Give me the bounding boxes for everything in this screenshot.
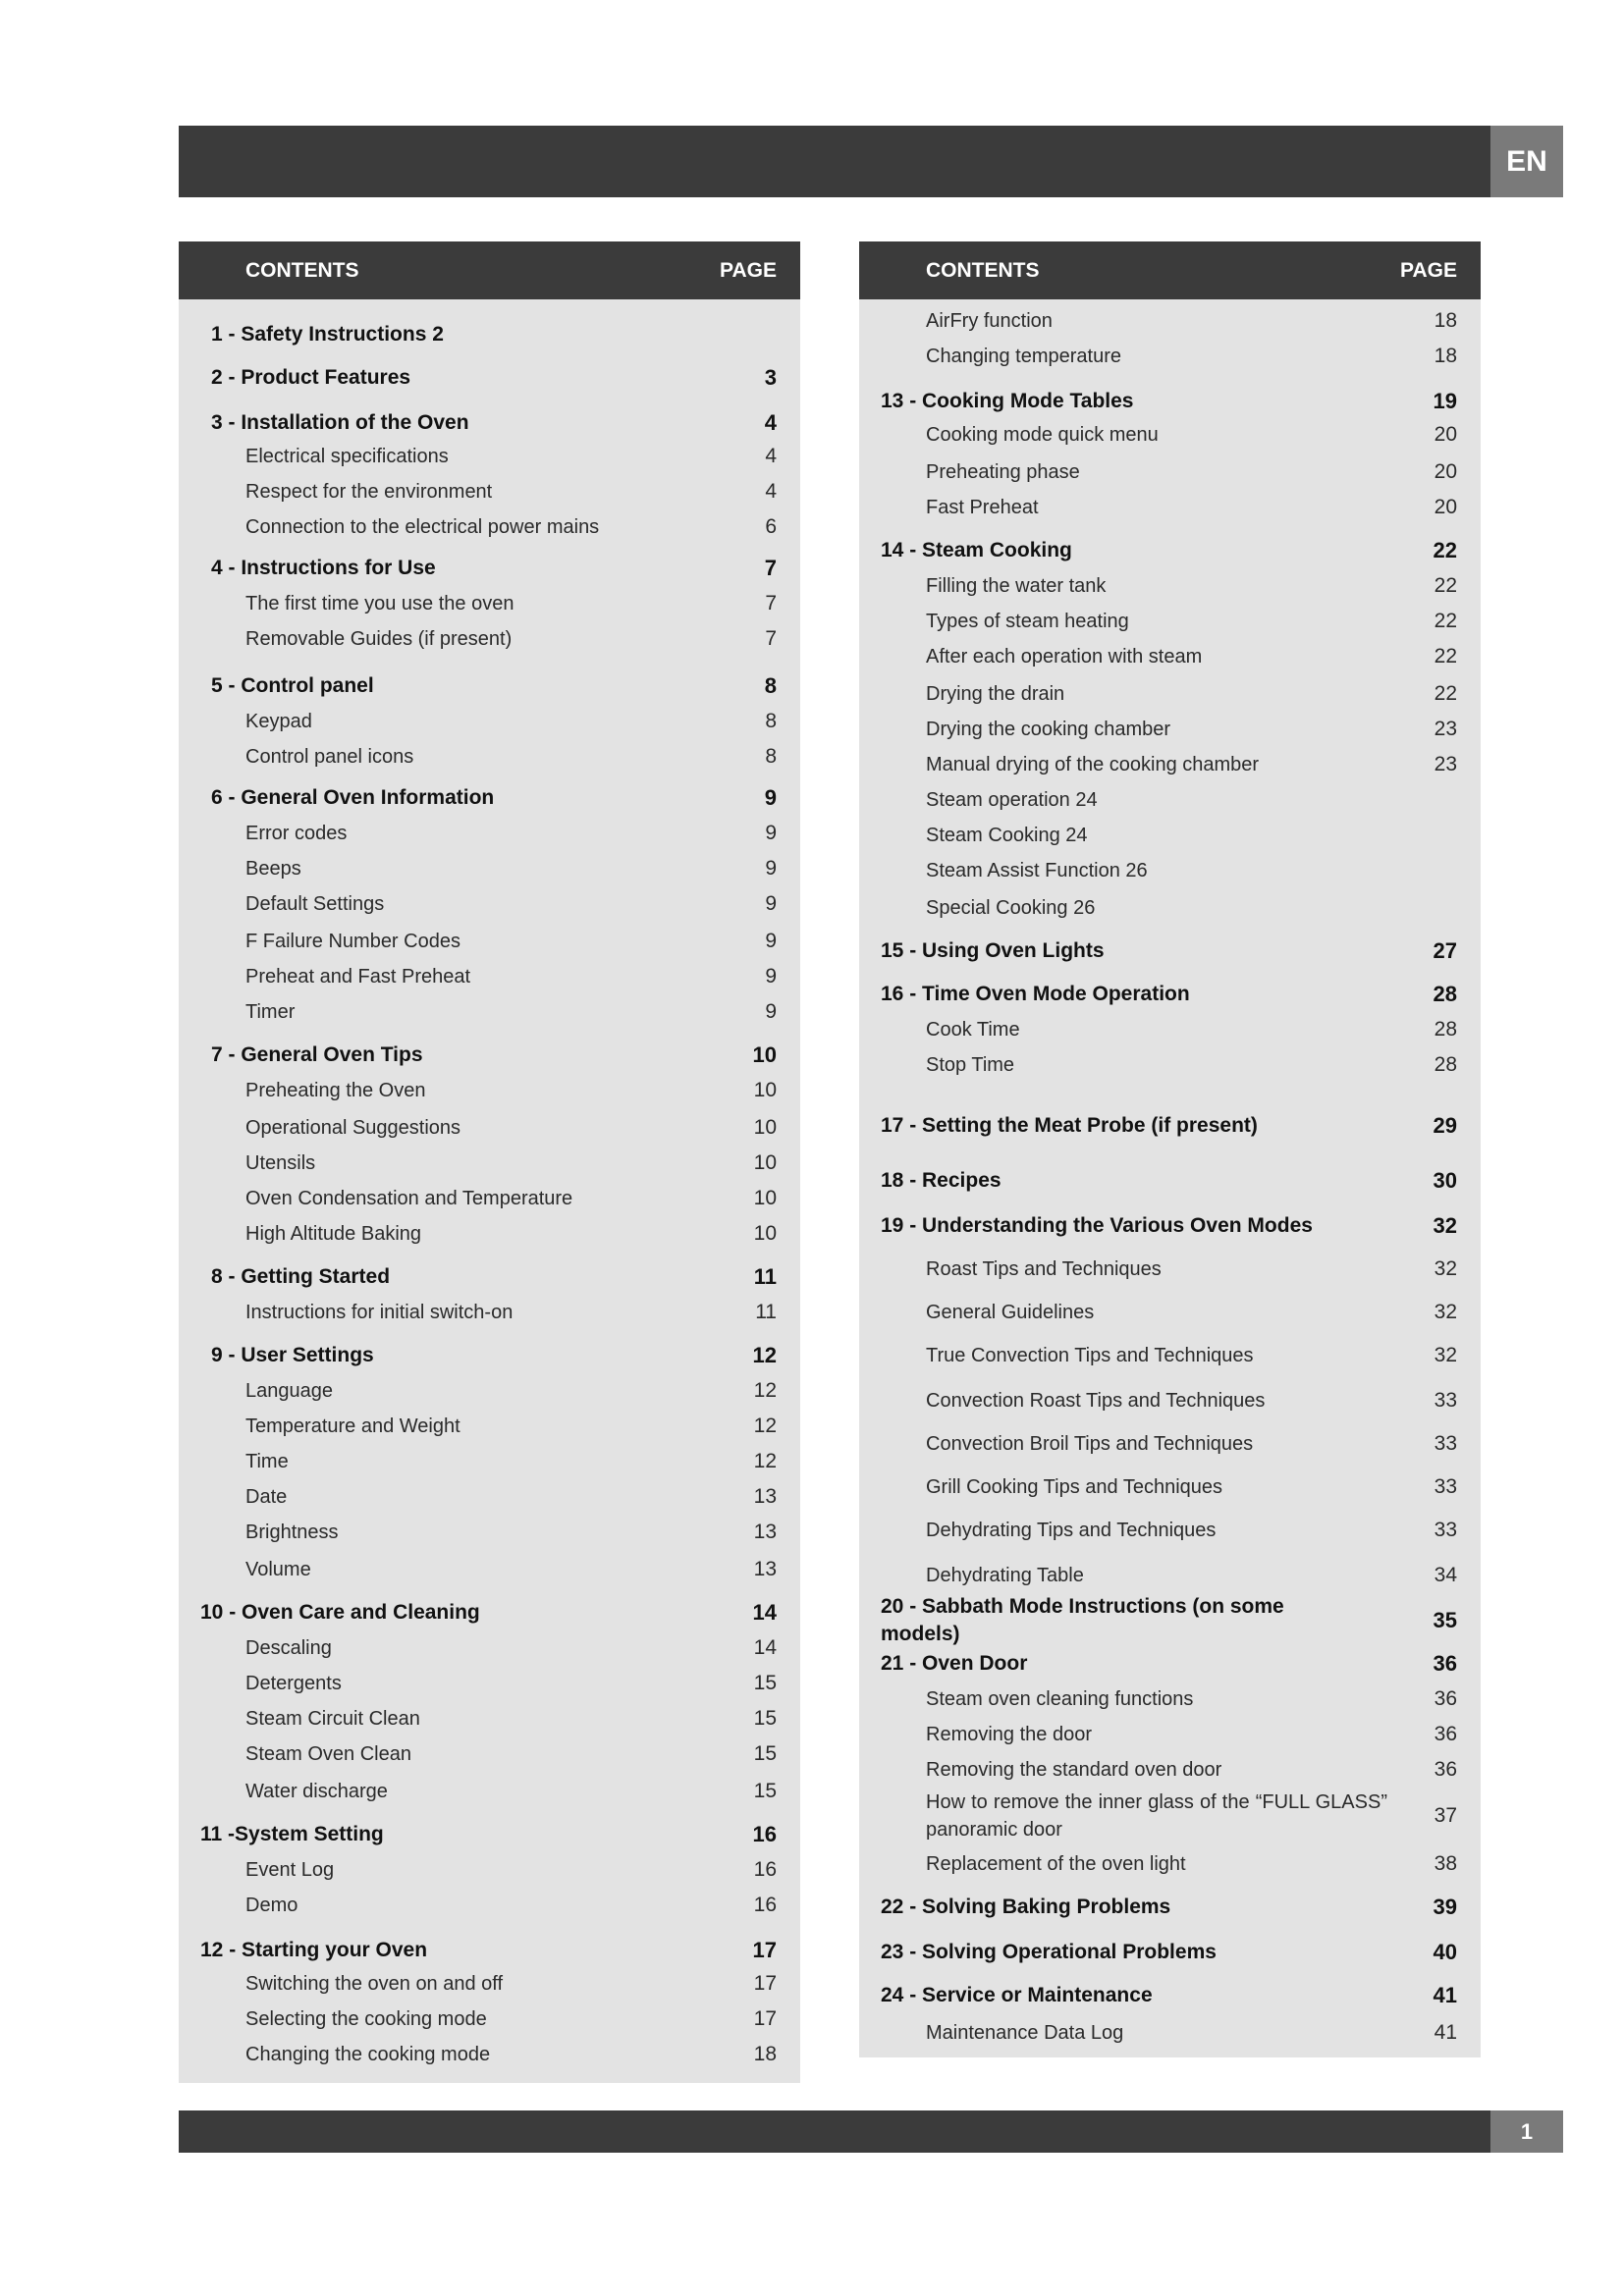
toc-section — [179, 358, 800, 398]
toc-entry-page: 12 — [753, 1379, 777, 1402]
toc-entry-title: 21 - Oven Door — [881, 1652, 1028, 1675]
toc-section — [859, 932, 1481, 971]
toc-entry-page: 12 — [753, 1450, 777, 1472]
toc-entry-title: How to remove the inner glass of the “FULL GLASS” panoramic door — [926, 1791, 1387, 1841]
toc-entry-page: 36 — [1433, 1651, 1457, 1676]
toc-entry-page: 9 — [764, 785, 777, 810]
toc-entry-title: Switching the oven on and off — [245, 1973, 504, 1995]
toc-entry-page: 36 — [1434, 1723, 1457, 1745]
language-badge: EN — [1490, 126, 1563, 197]
toc-entry-page: 13 — [753, 1521, 777, 1543]
contents-header-right — [859, 241, 1481, 299]
toc-entry-title: Time — [245, 1451, 289, 1472]
toc-subsection — [179, 1477, 800, 1517]
toc-subsection — [179, 1108, 800, 1148]
toc-entry-title: Preheating the Oven — [245, 1080, 426, 1101]
toc-entry-title: Maintenance Data Log — [926, 2022, 1124, 2044]
toc-entry-page: 17 — [752, 1938, 777, 1962]
toc-subsection — [179, 1886, 800, 1925]
toc-entry-page: 22 — [1433, 538, 1457, 562]
toc-entry-page: 34 — [1434, 1564, 1457, 1586]
toc-entry-page: 8 — [765, 745, 777, 768]
toc-entry-page: 9 — [765, 857, 777, 880]
contents-title: CONTENTS — [926, 259, 1040, 282]
toc-subsection — [179, 814, 800, 853]
toc-entry-page: 10 — [753, 1079, 777, 1101]
toc-subsection — [179, 1293, 800, 1332]
toc-entry-page: 11 — [755, 1301, 777, 1323]
toc-entry-title: After each operation with steam — [926, 646, 1203, 667]
toc-subsection — [859, 1010, 1481, 1049]
toc-entry-page: 9 — [765, 965, 777, 988]
toc-subsection — [859, 1250, 1481, 1289]
toc-entry-title: Stop Time — [926, 1054, 1015, 1076]
toc-entry-title: 1 - Safety Instructions 2 — [211, 323, 444, 346]
toc-section — [859, 975, 1481, 1014]
toc-entry-page: 20 — [1434, 423, 1457, 446]
toc-entry-page: 41 — [1433, 1983, 1457, 2007]
toc-entry-title: Convection Broil Tips and Techniques — [926, 1433, 1254, 1455]
toc-entry-title: Dehydrating Tips and Techniques — [926, 1520, 1217, 1541]
toc-subsection — [179, 1964, 800, 2003]
toc-entry-title: Steam Cooking 24 — [926, 825, 1088, 846]
toc-section — [859, 1206, 1481, 1246]
toc-entry-page: 38 — [1434, 1852, 1457, 1875]
toc-section — [859, 1644, 1481, 1683]
toc-entry-title: Temperature and Weight — [245, 1415, 460, 1437]
toc-subsection — [859, 674, 1481, 714]
toc-entry-title: 2 - Product Features — [211, 366, 411, 389]
toc-entry-title: Selecting the cooking mode — [245, 2008, 487, 2030]
toc-subsection — [859, 1045, 1481, 1085]
toc-entry-title: 6 - General Oven Information — [211, 786, 495, 809]
toc-entry-page: 28 — [1433, 982, 1457, 1006]
toc-entry-page: 33 — [1434, 1519, 1457, 1541]
toc-section — [859, 531, 1481, 570]
toc-subsection — [179, 507, 800, 547]
toc-entry-title: 18 - Recipes — [881, 1169, 1001, 1192]
toc-entry-title: Keypad — [245, 711, 312, 732]
toc-entry-title: Manual drying of the cooking chamber — [926, 754, 1260, 775]
toc-section — [179, 778, 800, 818]
toc-entry-page: 4 — [765, 480, 777, 503]
toc-subsection — [179, 957, 800, 996]
toc-subsection — [859, 1556, 1481, 1595]
toc-entry-page: 22 — [1434, 610, 1457, 632]
toc-entry-title: AirFry function — [926, 310, 1053, 332]
toc-entry-title: Operational Suggestions — [245, 1117, 461, 1139]
toc-subsection — [179, 1179, 800, 1218]
toc-entry-title: True Convection Tips and Techniques — [926, 1345, 1254, 1366]
toc-entry-title: Convection Roast Tips and Techniques — [926, 1390, 1266, 1412]
toc-section — [179, 667, 800, 706]
toc-entry-title: Removing the door — [926, 1724, 1092, 1745]
toc-entry-title: 10 - Oven Care and Cleaning — [200, 1601, 480, 1624]
toc-entry-page: 8 — [764, 673, 777, 698]
toc-subsection — [179, 702, 800, 741]
contents-panel-right — [859, 241, 1481, 2057]
toc-entry-title: Default Settings — [245, 893, 385, 915]
toc-entry-title: 4 - Instructions for Use — [211, 557, 436, 579]
toc-entry-title: Timer — [245, 1001, 296, 1023]
toc-entry-title: General Guidelines — [926, 1302, 1095, 1323]
toc-entry-page: 18 — [1434, 345, 1457, 367]
toc-entry-title: Steam Oven Clean — [245, 1743, 411, 1765]
toc-entry-title: Oven Condensation and Temperature — [245, 1188, 573, 1209]
toc-entry-page: 9 — [765, 822, 777, 844]
toc-entry-page: 4 — [765, 445, 777, 467]
toc-entry-page: 22 — [1434, 574, 1457, 597]
toc-section — [179, 1593, 800, 1632]
toc-entry-title: 22 - Solving Baking Problems — [881, 1896, 1171, 1918]
toc-subsection — [859, 1680, 1481, 1719]
toc-entry-title: Volume — [245, 1559, 311, 1580]
toc-subsection — [179, 1071, 800, 1110]
toc-entry-title: 3 - Installation of the Oven — [211, 411, 469, 434]
toc-entry-page: 12 — [752, 1343, 777, 1367]
toc-subsection — [859, 566, 1481, 606]
toc-entry-page: 36 — [1434, 1758, 1457, 1781]
toc-entry-page: 15 — [753, 1707, 777, 1730]
toc-entry-title: 19 - Understanding the Various Oven Modes — [881, 1214, 1313, 1237]
toc-entry-title: 17 - Setting the Meat Probe (if present) — [881, 1114, 1258, 1137]
toc-entry-page: 37 — [1434, 1804, 1457, 1827]
toc-entry-title: Control panel icons — [245, 746, 414, 768]
toc-entry-title: Drying the cooking chamber — [926, 719, 1171, 740]
toc-entry-page: 14 — [753, 1636, 777, 1659]
toc-subsection — [859, 337, 1481, 376]
toc-subsection — [859, 602, 1481, 641]
toc-entry-page: 10 — [753, 1151, 777, 1174]
toc-entry-title: Electrical specifications — [245, 446, 449, 467]
toc-entry-title: Beeps — [245, 858, 301, 880]
toc-subsection — [859, 745, 1481, 784]
toc-subsection — [859, 637, 1481, 676]
toc-entry-page: 22 — [1434, 682, 1457, 705]
toc-entry-page: 33 — [1434, 1475, 1457, 1498]
toc-entry-page: 10 — [753, 1116, 777, 1139]
toc-subsection — [859, 301, 1481, 341]
toc-entry-title: High Altitude Baking — [245, 1223, 422, 1245]
toc-entry-page: 36 — [1434, 1687, 1457, 1710]
toc-entry-title: 13 - Cooking Mode Tables — [881, 390, 1134, 412]
toc-subsection — [859, 1424, 1481, 1464]
toc-entry-title: Instructions for initial switch-on — [245, 1302, 514, 1323]
toc-entry-title: 15 - Using Oven Lights — [881, 939, 1105, 962]
header-bar — [179, 126, 1490, 197]
toc-subsection — [179, 1214, 800, 1254]
toc-entry-page: 17 — [753, 1972, 777, 1995]
toc-entry-page: 18 — [1434, 309, 1457, 332]
toc-entry-page: 23 — [1434, 718, 1457, 740]
toc-entry-title: Date — [245, 1486, 288, 1508]
toc-entry-page: 13 — [753, 1485, 777, 1508]
toc-subsection — [859, 1511, 1481, 1550]
toc-entry-page: 16 — [753, 1858, 777, 1881]
toc-entry-page: 35 — [1433, 1608, 1457, 1632]
toc-subsection — [179, 1850, 800, 1890]
footer-bar — [179, 2110, 1490, 2153]
page-column-label: PAGE — [1400, 259, 1457, 282]
toc-entry-page: 33 — [1434, 1389, 1457, 1412]
contents-header-left — [179, 241, 800, 299]
toc-entry-title: 24 - Service or Maintenance — [881, 1984, 1153, 2006]
toc-entry-page: 3 — [764, 365, 777, 390]
toc-entry-title: Types of steam heating — [926, 611, 1129, 632]
toc-section — [859, 1976, 1481, 2015]
toc-section — [859, 1888, 1481, 1927]
toc-entry-title: Language — [245, 1380, 333, 1402]
toc-section — [179, 1815, 800, 1854]
toc-subsection — [179, 1664, 800, 1703]
toc-entry-page: 39 — [1433, 1895, 1457, 1919]
toc-entry-title: F Failure Number Codes — [245, 931, 460, 952]
toc-entry-title: Changing the cooking mode — [245, 2044, 491, 2065]
toc-subsection — [179, 737, 800, 776]
toc-subsection — [179, 1699, 800, 1738]
toc-section — [179, 1257, 800, 1297]
toc-entry-page: 9 — [765, 892, 777, 915]
toc-entry-page: 16 — [753, 1894, 777, 1916]
toc-entry-title: Preheating phase — [926, 461, 1080, 483]
toc-entry-title: 16 - Time Oven Mode Operation — [881, 983, 1190, 1005]
toc-section — [179, 315, 800, 354]
toc-subsection — [859, 1715, 1481, 1754]
toc-entry-page: 6 — [765, 515, 777, 538]
toc-entry-title: 8 - Getting Started — [211, 1265, 391, 1288]
toc-entry-page: 13 — [753, 1558, 777, 1580]
toc-entry-page: 11 — [753, 1264, 777, 1289]
toc-entry-title: Cook Time — [926, 1019, 1020, 1041]
toc-entry-title: Steam oven cleaning functions — [926, 1688, 1194, 1710]
toc-entry-page: 22 — [1434, 645, 1457, 667]
toc-entry-title: Steam Circuit Clean — [245, 1708, 420, 1730]
toc-section — [859, 1933, 1481, 1972]
toc-subsection — [179, 1407, 800, 1446]
toc-entry-page: 28 — [1434, 1018, 1457, 1041]
toc-section — [179, 549, 800, 588]
toc-entry-page: 10 — [753, 1222, 777, 1245]
toc-subsection — [859, 888, 1481, 928]
toc-entry-page: 18 — [753, 2043, 777, 2065]
toc-subsection — [179, 1772, 800, 1811]
toc-entry-title: 7 - General Oven Tips — [211, 1043, 423, 1066]
toc-subsection — [179, 584, 800, 623]
toc-entry-page: 40 — [1433, 1940, 1457, 1964]
contents-panel-left — [179, 241, 800, 2083]
toc-section — [859, 1106, 1481, 1146]
toc-entry-page: 7 — [764, 556, 777, 580]
toc-entry-page: 27 — [1433, 938, 1457, 963]
toc-entry-title: Removing the standard oven door — [926, 1759, 1222, 1781]
toc-subsection — [179, 1735, 800, 1774]
toc-subsection — [859, 710, 1481, 749]
toc-entry-page: 4 — [764, 410, 777, 435]
toc-entry-title: Dehydrating Table — [926, 1565, 1084, 1586]
toc-entry-title: Event Log — [245, 1859, 335, 1881]
toc-entry-title: Special Cooking 26 — [926, 897, 1096, 919]
toc-entry-title: Filling the water tank — [926, 575, 1107, 597]
toc-subsection — [179, 1144, 800, 1183]
toc-entry-page: 16 — [752, 1822, 777, 1846]
toc-entry-page: 10 — [753, 1187, 777, 1209]
toc-entry-title: Changing temperature — [926, 346, 1122, 367]
toc-subsection — [179, 437, 800, 476]
toc-entry-title: Preheat and Fast Preheat — [245, 966, 471, 988]
toc-entry-title: Detergents — [245, 1673, 342, 1694]
toc-subsection — [859, 1336, 1481, 1375]
toc-entry-page: 17 — [753, 2007, 777, 2030]
toc-entry-title: 12 - Starting your Oven — [200, 1939, 428, 1961]
toc-entry-page: 33 — [1434, 1432, 1457, 1455]
toc-entry-title: Replacement of the oven light — [926, 1853, 1186, 1875]
toc-subsection — [179, 884, 800, 924]
page-column-label: PAGE — [720, 259, 777, 282]
toc-subsection — [859, 1786, 1481, 1846]
toc-subsection — [179, 1442, 800, 1481]
toc-subsection — [859, 453, 1481, 492]
toc-entry-title: Water discharge — [245, 1781, 388, 1802]
toc-entry-page: 20 — [1434, 496, 1457, 518]
toc-entry-title: Roast Tips and Techniques — [926, 1258, 1162, 1280]
toc-entry-title: Connection to the electrical power mains — [245, 516, 600, 538]
toc-subsection — [179, 1371, 800, 1411]
toc-subsection — [179, 1550, 800, 1589]
toc-entry-title: Demo — [245, 1895, 298, 1916]
toc-entry-title: Descaling — [245, 1637, 332, 1659]
toc-subsection — [179, 2000, 800, 2039]
toc-entry-page: 9 — [765, 930, 777, 952]
toc-entry-title: 20 - Sabbath Mode Instructions (on some models) — [881, 1595, 1284, 1645]
toc-entry-page: 29 — [1433, 1113, 1457, 1138]
toc-entry-page: 15 — [753, 1742, 777, 1765]
toc-subsection — [179, 1513, 800, 1552]
toc-list-right — [859, 299, 1481, 2057]
toc-subsection — [859, 415, 1481, 454]
toc-entry-page: 7 — [765, 627, 777, 650]
toc-entry-page: 8 — [765, 710, 777, 732]
toc-entry-page: 41 — [1434, 2021, 1457, 2044]
toc-entry-page: 19 — [1433, 389, 1457, 413]
toc-entry-title: 11 -System Setting — [200, 1823, 384, 1845]
toc-entry-page: 23 — [1434, 753, 1457, 775]
toc-subsection — [859, 816, 1481, 855]
toc-entry-page: 32 — [1434, 1344, 1457, 1366]
toc-entry-title: Steam operation 24 — [926, 789, 1098, 811]
toc-section — [179, 1336, 800, 1375]
toc-entry-title: Cooking mode quick menu — [926, 424, 1159, 446]
toc-entry-title: 14 - Steam Cooking — [881, 539, 1072, 561]
toc-section — [859, 1161, 1481, 1201]
toc-subsection — [859, 1293, 1481, 1332]
toc-subsection — [859, 1844, 1481, 1884]
toc-subsection — [859, 2013, 1481, 2053]
toc-subsection — [179, 922, 800, 961]
toc-subsection — [179, 619, 800, 659]
toc-entry-title: 23 - Solving Operational Problems — [881, 1941, 1217, 1963]
toc-entry-page: 10 — [752, 1042, 777, 1067]
toc-entry-page: 28 — [1434, 1053, 1457, 1076]
toc-subsection — [179, 1629, 800, 1668]
toc-entry-title: Respect for the environment — [245, 481, 493, 503]
toc-entry-page: 32 — [1433, 1213, 1457, 1238]
toc-entry-title: Removable Guides (if present) — [245, 628, 513, 650]
toc-subsection — [179, 849, 800, 888]
page-number-badge: 1 — [1490, 2110, 1563, 2153]
toc-entry-page: 9 — [765, 1000, 777, 1023]
toc-entry-page: 14 — [752, 1600, 777, 1625]
toc-subsection — [859, 851, 1481, 890]
toc-entry-title: Brightness — [245, 1522, 339, 1543]
toc-entry-page: 7 — [765, 592, 777, 614]
toc-subsection — [179, 992, 800, 1032]
toc-entry-page: 32 — [1434, 1301, 1457, 1323]
toc-subsection — [179, 2035, 800, 2074]
toc-section — [179, 1036, 800, 1075]
toc-entry-page: 15 — [753, 1672, 777, 1694]
toc-subsection — [859, 1381, 1481, 1420]
toc-subsection — [179, 472, 800, 511]
toc-entry-title: 5 - Control panel — [211, 674, 374, 697]
contents-title: CONTENTS — [245, 259, 359, 282]
toc-entry-title: Drying the drain — [926, 683, 1065, 705]
toc-subsection — [859, 1468, 1481, 1507]
toc-entry-title: Utensils — [245, 1152, 316, 1174]
toc-entry-title: Grill Cooking Tips and Techniques — [926, 1476, 1223, 1498]
toc-entry-title: Error codes — [245, 823, 348, 844]
toc-subsection — [859, 1750, 1481, 1789]
toc-entry-title: 9 - User Settings — [211, 1344, 374, 1366]
toc-entry-page: 12 — [753, 1415, 777, 1437]
toc-entry-page: 30 — [1433, 1168, 1457, 1193]
toc-subsection — [859, 780, 1481, 820]
toc-section — [859, 1595, 1481, 1645]
toc-subsection — [859, 488, 1481, 527]
toc-entry-title: Fast Preheat — [926, 497, 1039, 518]
toc-list-left — [179, 299, 800, 2083]
toc-entry-title: Steam Assist Function 26 — [926, 860, 1148, 881]
toc-entry-page: 32 — [1434, 1257, 1457, 1280]
toc-entry-title: The first time you use the oven — [245, 593, 514, 614]
toc-entry-page: 20 — [1434, 460, 1457, 483]
toc-entry-page: 15 — [753, 1780, 777, 1802]
